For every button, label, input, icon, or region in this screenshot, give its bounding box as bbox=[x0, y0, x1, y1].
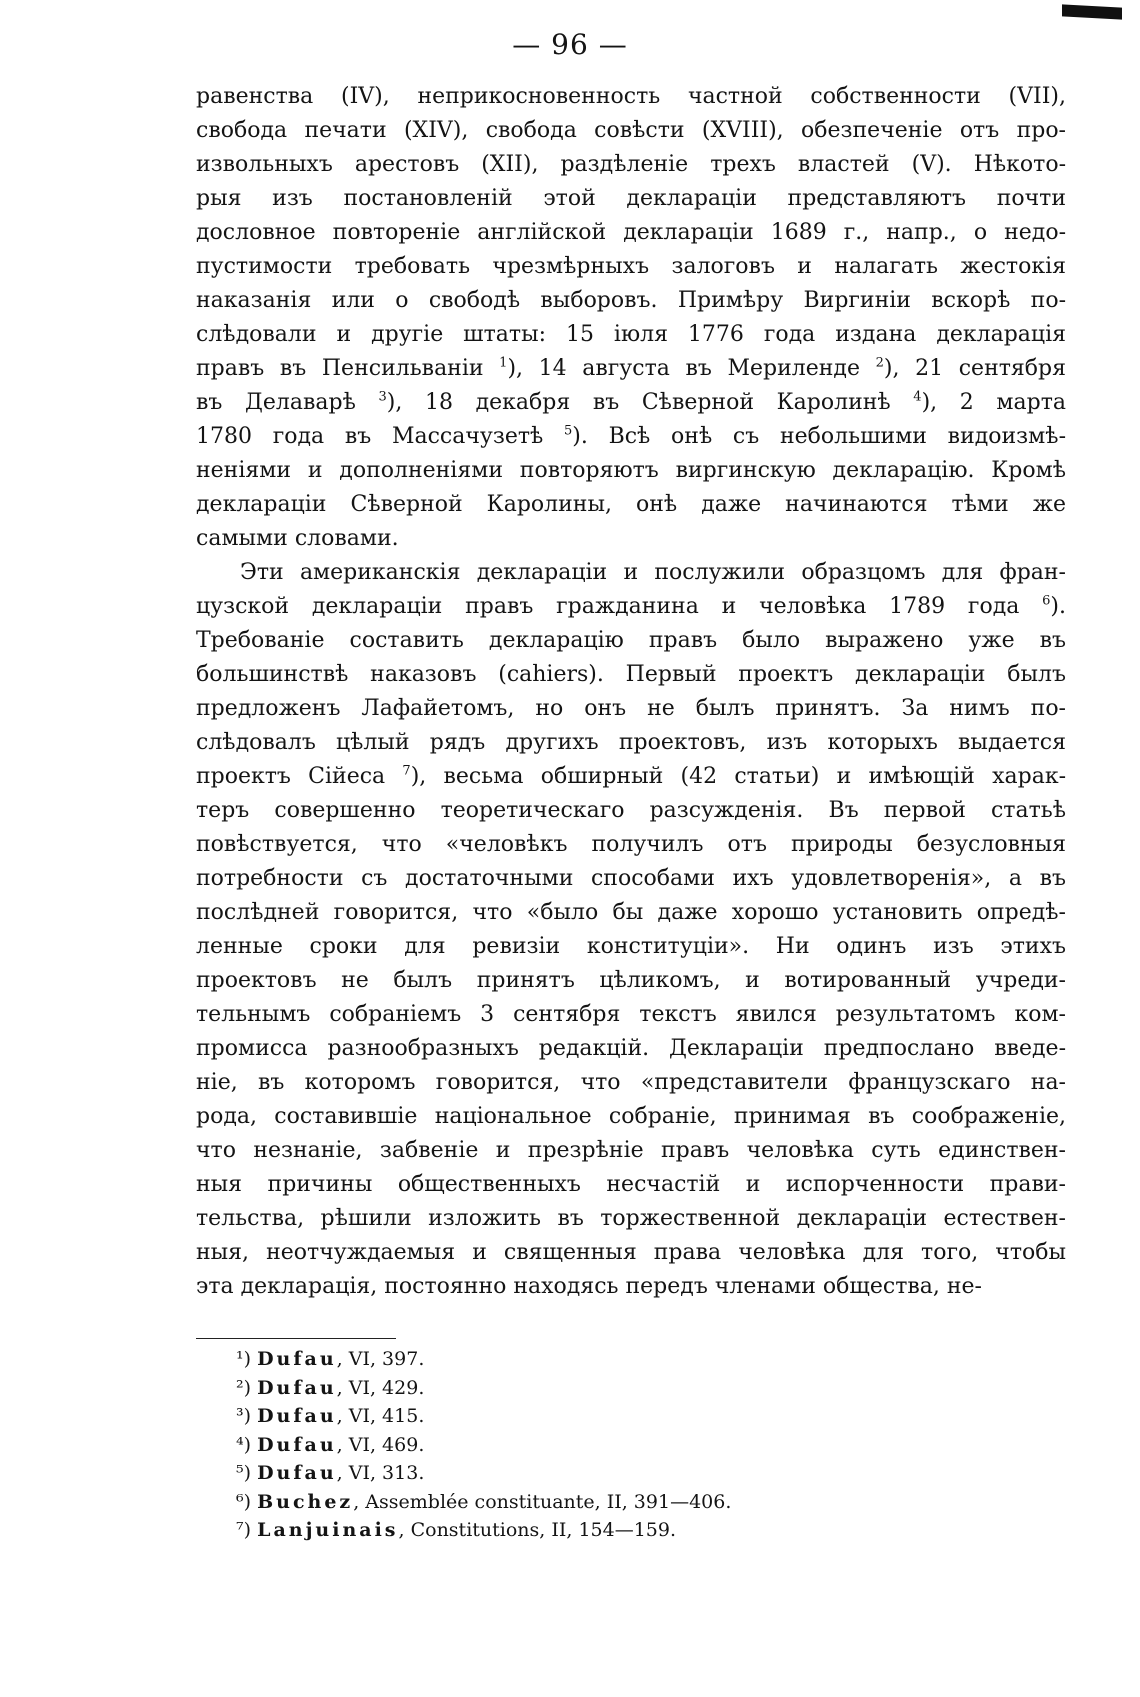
footnote-citation: , Constitutions, II, 154—159. bbox=[398, 1519, 677, 1541]
page-number: — 96 — bbox=[512, 28, 628, 61]
text-line bbox=[196, 930, 1066, 964]
footnote bbox=[236, 1431, 936, 1460]
text-line bbox=[196, 794, 1066, 828]
text-line: слѣдовали и другіе штаты: 15 іюля 1776 года издана декларація bbox=[196, 322, 1066, 347]
footnote-citation: , VI, 415. bbox=[336, 1405, 425, 1427]
footnote-citation: , VI, 469. bbox=[336, 1433, 425, 1456]
text-run: ), 21 сентября bbox=[883, 356, 1066, 381]
text-line: декларацiи Сѣверной Каролины, онѣ даже начинаются тѣми же bbox=[196, 492, 1066, 517]
footnote-citation: , VI, 429. bbox=[336, 1376, 425, 1399]
text-line: извольныхъ арестовъ (XII), раздѣленіе трехъ властей (V). Нѣкото- bbox=[196, 152, 1066, 177]
footnote-citation: , VI, 313. bbox=[336, 1462, 425, 1484]
text-line bbox=[196, 964, 1066, 998]
footnote-author: Dufau bbox=[257, 1348, 337, 1370]
text-line bbox=[196, 590, 1066, 624]
text-run: тельнымъ собраніемъ 3 сентября текстъ явился результатомъ ком- bbox=[196, 1002, 1066, 1027]
text-line bbox=[196, 1032, 1066, 1066]
footnote-number: ⁵) bbox=[236, 1462, 258, 1484]
text-run: ), весьма обширный (42 статьи) и имѣющій харак- bbox=[410, 764, 1066, 789]
footnote-ref: 3 bbox=[378, 389, 387, 405]
footnote-ref: 5 bbox=[564, 423, 573, 439]
text-line bbox=[196, 624, 1066, 658]
text-line: самыми словами. bbox=[196, 526, 399, 551]
footnote-citation: , Assemblée constituante, II, 391—406. bbox=[353, 1490, 732, 1513]
footnote-citation: , VI, 397. bbox=[336, 1348, 425, 1370]
text-line bbox=[196, 1134, 1066, 1168]
footnote-author: Buchez bbox=[257, 1490, 354, 1513]
text-run: ), 2 марта bbox=[921, 390, 1066, 415]
footnote-number: ⁶) bbox=[236, 1490, 258, 1513]
text-run: ). Всѣ онѣ съ небольшими видоизмѣ- bbox=[572, 424, 1066, 449]
text-line bbox=[196, 556, 1066, 590]
footnote bbox=[236, 1374, 936, 1403]
text-line bbox=[196, 1270, 1066, 1304]
text-run: ныя, неотчуждаемыя и священныя права человѣка для того, чтобы bbox=[196, 1240, 1066, 1265]
text-run: большинствѣ наказовъ (cahiers). Первый проектъ декларацiи былъ bbox=[196, 662, 1066, 687]
text-line bbox=[196, 658, 1066, 692]
text-run: промисса разнообразныхъ редакцій. Декларацiи предпослано введе- bbox=[196, 1036, 1066, 1061]
footnote bbox=[236, 1488, 936, 1517]
text-line bbox=[196, 1236, 1066, 1270]
text-run: теръ совершенно теоретическаго разсужденія. Въ первой статьѣ bbox=[196, 798, 1066, 823]
text-run: ). bbox=[1050, 594, 1066, 619]
text-run: проектъ Сійеса bbox=[196, 764, 403, 789]
text-line bbox=[196, 998, 1066, 1032]
footnote-separator bbox=[196, 1338, 396, 1339]
text-line bbox=[196, 828, 1066, 862]
text-run: цузской декларацiи правъ гражданина и человѣка 1789 года bbox=[196, 594, 1043, 619]
text-run: эта декларація, постоянно находясь передъ членами общества, не- bbox=[196, 1274, 982, 1299]
text-line: пустимости требовать чрезмѣрныхъ залоговъ и налагать жестокія bbox=[196, 254, 1066, 279]
text-line bbox=[196, 386, 1066, 420]
text-line: дословное повтореніе англійской декларацiи 1689 г., напр., о недо- bbox=[196, 220, 1066, 245]
paragraph-2 bbox=[196, 556, 1066, 1304]
text-run: рода, составившіе національное собраніе, принимая въ соображеніе, bbox=[196, 1104, 1066, 1129]
text-run: ленные сроки для ревизіи конституціи». Ни одинъ изъ этихъ bbox=[196, 934, 1066, 959]
text-run: что незнаніе, забвеніе и презрѣніе правъ человѣка суть единствен- bbox=[196, 1138, 1066, 1163]
text-run: предложенъ Лафайетомъ, но онъ не былъ принятъ. За нимъ по- bbox=[196, 696, 1066, 721]
text-run: 1780 года въ Массачузетѣ bbox=[196, 424, 564, 449]
text-line: свобода печати (XIV), свобода совѣсти (XVIII), обезпеченіе отъ про- bbox=[196, 118, 1066, 143]
footnote bbox=[236, 1516, 936, 1545]
text-line bbox=[196, 1168, 1066, 1202]
footnotes bbox=[236, 1345, 936, 1545]
footnote bbox=[236, 1459, 936, 1488]
text-line bbox=[196, 896, 1066, 930]
text-run: потребности съ достаточными способами ихъ удовлетворенія», а въ bbox=[196, 866, 1066, 891]
text-run: повѣствуется, что «человѣкъ получилъ отъ природы безусловныя bbox=[196, 832, 1066, 857]
text-line bbox=[196, 726, 1066, 760]
text-line: рыя изъ постановленій этой декларацiи представляютъ почти bbox=[196, 186, 1066, 211]
text-line: наказанія или о свободѣ выборовъ. Примѣру Виргиніи вскорѣ по- bbox=[196, 288, 1066, 313]
footnote-ref: 7 bbox=[402, 763, 411, 779]
footnote-author: Lanjuinais bbox=[257, 1519, 399, 1541]
text-run: послѣдней говорится, что «было бы даже хорошо установить опредѣ- bbox=[196, 900, 1066, 925]
footnote-number: ⁷) bbox=[236, 1519, 258, 1541]
scan-mark bbox=[1062, 4, 1122, 19]
text-run: Требованіе составить декларацію правъ было выражено уже въ bbox=[196, 628, 1066, 653]
text-run: въ Делаварѣ bbox=[196, 390, 379, 415]
text-run: тельства, рѣшили изложить въ торжественной декларацiи естествен- bbox=[196, 1206, 1066, 1231]
text-run: ), 14 августа въ Мериленде bbox=[507, 356, 876, 381]
text-line: неніями и дополненіями повторяютъ виргинскую декларацію. Кромѣ bbox=[196, 458, 1066, 483]
text-run: ныя причины общественныхъ несчастій и испорченности прави- bbox=[196, 1172, 1066, 1197]
text-line bbox=[196, 692, 1066, 726]
paragraph-1 bbox=[196, 80, 1066, 556]
text-line bbox=[196, 1066, 1066, 1100]
text-run: проектовъ не былъ принятъ цѣликомъ, и вотированный учреди- bbox=[196, 968, 1066, 993]
text-run: ), 18 декабря въ Сѣверной Каролинѣ bbox=[386, 390, 914, 415]
footnote-number: ²) bbox=[236, 1376, 258, 1399]
text-line: равенства (IV), неприкосновенность частной собственности (VII), bbox=[196, 84, 1066, 109]
footnote-ref: 4 bbox=[913, 389, 922, 405]
text-line bbox=[196, 420, 1066, 454]
footnote-number: ¹) bbox=[236, 1348, 258, 1370]
text-run: правъ въ Пенсильваніи bbox=[196, 356, 500, 381]
footnote-ref: 1 bbox=[499, 355, 508, 371]
text-line bbox=[196, 760, 1066, 794]
text-line bbox=[196, 862, 1066, 896]
footnote-ref: 2 bbox=[875, 355, 884, 371]
footnote-author: Dufau bbox=[257, 1376, 337, 1399]
text-line bbox=[196, 1100, 1066, 1134]
footnote bbox=[236, 1345, 936, 1374]
footnote-author: Dufau bbox=[257, 1405, 337, 1427]
text-run: слѣдовалъ цѣлый рядъ другихъ проектовъ, изъ которыхъ выдается bbox=[196, 730, 1066, 755]
text-line bbox=[196, 1202, 1066, 1236]
footnote-author: Dufau bbox=[257, 1433, 337, 1456]
footnote-number: ³) bbox=[236, 1405, 258, 1427]
footnote-ref: 6 bbox=[1042, 593, 1051, 609]
footnote-number: ⁴) bbox=[236, 1433, 258, 1456]
text-line bbox=[196, 352, 1066, 386]
text-run: Эти американскія декларацiи и послужили образцомъ для фран- bbox=[240, 560, 1066, 585]
footnote bbox=[236, 1402, 936, 1431]
footnote-author: Dufau bbox=[257, 1462, 337, 1484]
text-run: ніе, въ которомъ говорится, что «представители французскаго на- bbox=[196, 1070, 1066, 1095]
